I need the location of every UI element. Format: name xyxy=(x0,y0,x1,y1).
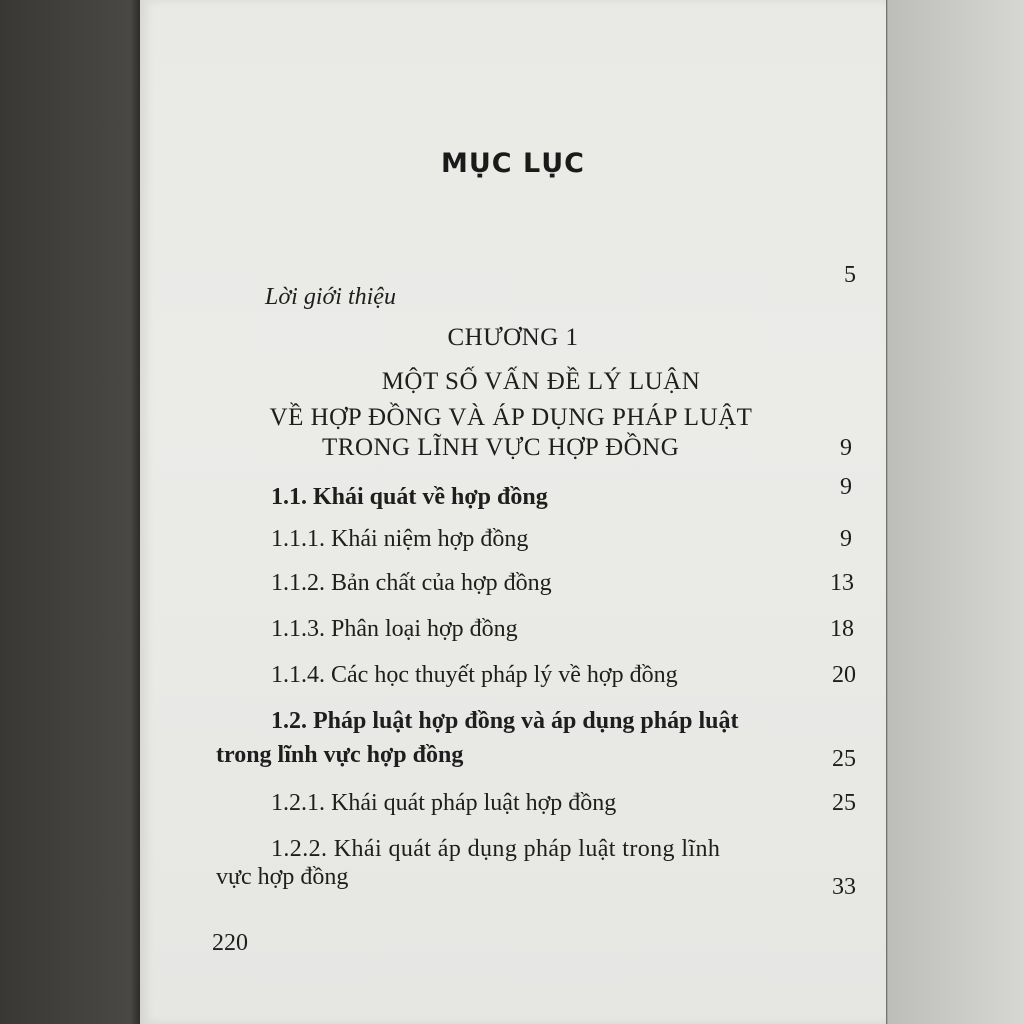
toc-entry-text: 1.1.1. Khái niệm hợp đồng xyxy=(271,526,529,552)
toc-row xyxy=(0,612,1024,646)
chapter-title-line-3: TRONG LĨNH VỰC HỢP ĐỒNG xyxy=(322,434,680,461)
toc-entry-text: 1.1.4. Các học thuyết pháp lý về hợp đồng xyxy=(271,662,678,688)
toc-entry-text: 1.1. Khái quát về hợp đồng xyxy=(271,484,548,510)
toc-entry-text: 1.1.3. Phân loại hợp đồng xyxy=(271,616,518,642)
toc-row xyxy=(0,704,1024,738)
toc-entry-page: 25 xyxy=(832,790,856,816)
toc-entry-text-continued: vực hợp đồng xyxy=(216,864,349,890)
toc-intro-page: 5 xyxy=(844,262,856,288)
toc-row xyxy=(0,658,1024,692)
chapter-title-line-2: VỀ HỢP ĐỒNG VÀ ÁP DỤNG PHÁP LUẬT xyxy=(269,404,753,431)
toc-row xyxy=(0,786,1024,820)
toc-row-chapter xyxy=(0,428,1024,468)
toc-entry-page: 33 xyxy=(832,874,856,900)
chapter-page: 9 xyxy=(840,435,852,461)
toc-row xyxy=(0,474,1024,514)
toc-entry-text: 1.1.2. Bản chất của hợp đồng xyxy=(271,570,552,596)
toc-row-continued xyxy=(0,738,1024,772)
toc-entry-page: 9 xyxy=(840,474,852,500)
toc-entry-page: 20 xyxy=(832,662,856,688)
page-number: 220 xyxy=(212,930,248,956)
toc-row xyxy=(0,566,1024,600)
toc-entry-text: 1.2.2. Khái quát áp dụng pháp luật trong lĩnh xyxy=(271,836,721,862)
toc-row xyxy=(0,522,1024,556)
toc-entry-page: 25 xyxy=(832,746,856,772)
toc-entry-text-continued: trong lĩnh vực hợp đồng xyxy=(216,742,464,768)
chapter-title-line-1: MỘT SỐ VẤN ĐỀ LÝ LUẬN xyxy=(381,368,701,395)
chapter-label: CHƯƠNG 1 xyxy=(447,324,579,351)
toc-entry-page: 9 xyxy=(840,526,852,552)
toc-entry-text: 1.2.1. Khái quát pháp luật hợp đồng xyxy=(271,790,617,816)
toc-row-continued xyxy=(0,860,1024,900)
toc-entry-page: 13 xyxy=(830,570,854,596)
toc-entry-page: 18 xyxy=(830,616,854,642)
toc-row-intro xyxy=(0,258,1024,310)
page-title: MỤC LỤC xyxy=(441,148,585,179)
toc-intro-label: Lời giới thiệu xyxy=(265,284,396,310)
toc-entry-text: 1.2. Pháp luật hợp đồng và áp dụng pháp luật xyxy=(271,708,739,734)
